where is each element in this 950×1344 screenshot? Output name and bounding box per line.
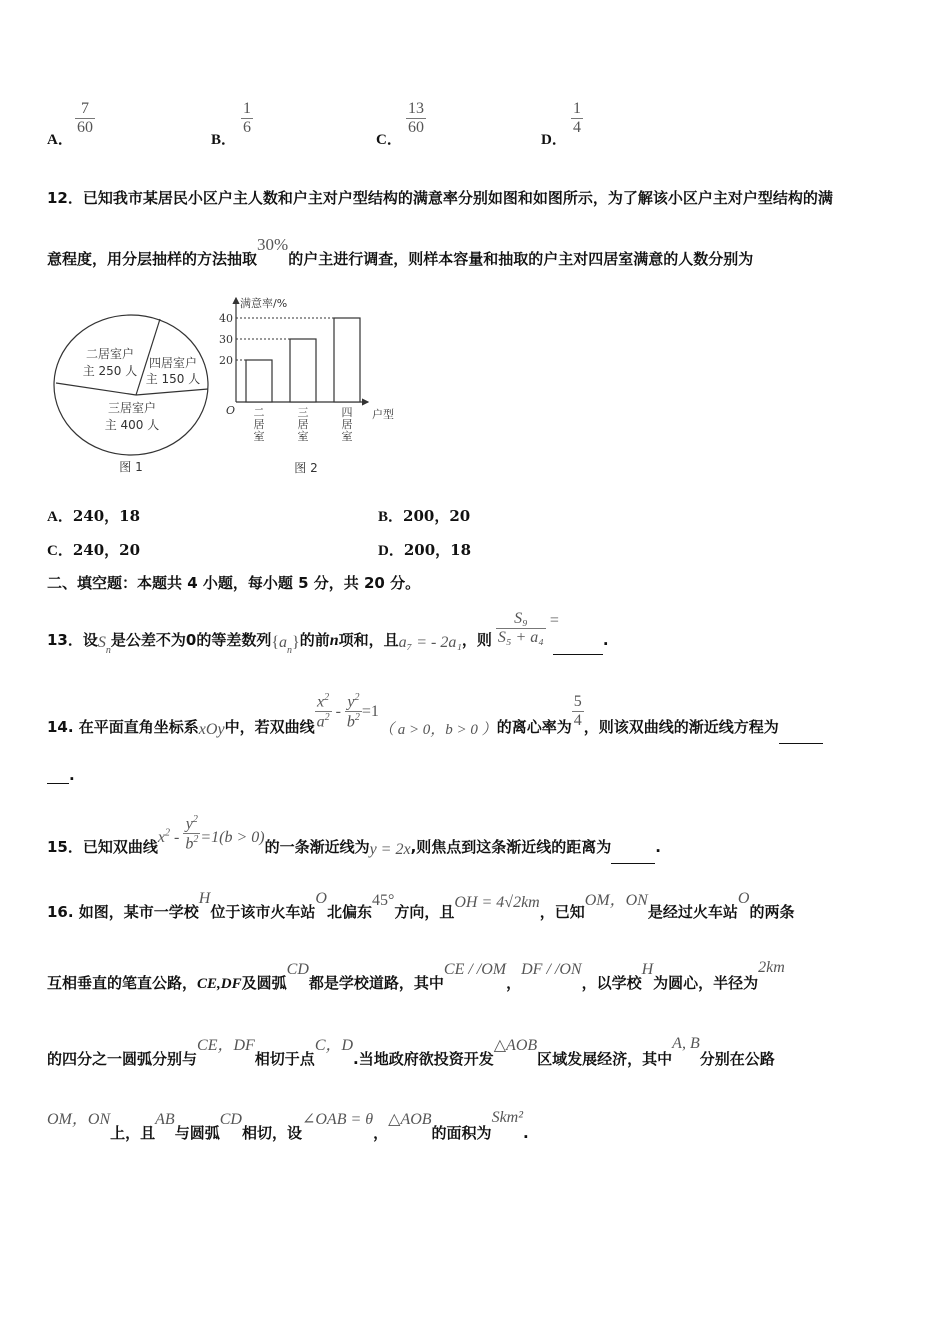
q15-minus: - (169, 829, 184, 847)
q12-line2-text-a: 意程度，用分层抽样的方法抽取 (47, 250, 258, 268)
x-tick-label-char: 室 (297, 430, 309, 443)
q16-l1-c: 北偏东 (326, 903, 372, 921)
q16-l3-c: .当地政府欲投资开发 (353, 1050, 494, 1068)
q13-zero: 0 (185, 631, 197, 649)
q16-l4-omon: OM，ON (47, 1111, 111, 1128)
pie-label-3room-l1: 三居室户 (107, 401, 157, 415)
q16-O: O (315, 890, 327, 907)
y-axis-label: 满意率/% (240, 297, 288, 310)
q13-n: n (105, 645, 111, 656)
bar-chart (218, 292, 408, 477)
q16-radius: 2km (758, 959, 785, 976)
q14-answer-blank[interactable] (779, 727, 823, 744)
pie-divider (136, 389, 208, 395)
q16-skm: Skm² (491, 1109, 524, 1126)
q16-l3-a: 的四分之一圆弧分别与 (47, 1050, 198, 1068)
q16-l1-d: 方向，且 (394, 903, 455, 921)
q14-t1: 中，若双曲线 (224, 718, 315, 737)
q14-rhs: =1 (361, 703, 379, 721)
x-tick-label-char: 居 (253, 418, 265, 431)
x-tick-label-char: 居 (341, 418, 353, 431)
q16-l2-c: 都是学校道路，其中 (308, 974, 444, 992)
q13-fraction: $\frac{\text{S₉}}{\text{S₅ + a₄}}$ (497, 610, 544, 646)
bar-三居室 (290, 339, 316, 402)
option-fraction: $\frac{7}{60}$ (77, 100, 93, 136)
option-label: A． (47, 132, 73, 148)
q16-oh: OH = 4√2km (454, 894, 540, 911)
q14 (47, 678, 823, 739)
q16-line4 (47, 1106, 529, 1146)
q16-H2: H (641, 961, 654, 978)
option-text: 200，18 (403, 541, 472, 559)
y-tick-label: 30 (219, 333, 233, 346)
q14-end: . (69, 766, 75, 784)
pie-label-4room-l2: 主 150 人 (145, 372, 201, 386)
option-label: D． (378, 543, 404, 559)
q13-brace-open: { (271, 634, 280, 651)
q13-t2: 的等差数列 (196, 631, 272, 649)
q14-condition: （ a > 0，b > 0 ） (378, 722, 497, 739)
q16-line2 (47, 958, 785, 998)
option-fraction: $\frac{1}{6}$ (243, 100, 251, 136)
q16-l4-b: 与圆弧 (174, 1124, 220, 1142)
q16-O2: O (737, 890, 750, 907)
q13-a: a (279, 634, 288, 651)
q16-l4-aob: △AOB (388, 1111, 432, 1128)
q15-answer-blank[interactable] (611, 847, 655, 864)
q16-l1-e: ，已知 (539, 903, 585, 921)
q12-option-a[interactable] (47, 505, 140, 526)
q15-asymptote: y = 2x (369, 841, 411, 859)
q13-t5: ，则 (461, 631, 492, 649)
q13-condition: a₇ = - 2a₁ (398, 634, 462, 651)
x-tick-label-char: 三 (297, 406, 309, 419)
option-fraction: $\frac{13}{60}$ (408, 100, 424, 136)
q16-cd: CD (286, 961, 309, 978)
q14-xoy: xOy (198, 721, 225, 739)
q16-c-d: C，D (314, 1037, 354, 1054)
q14-line2 (47, 766, 75, 784)
q16-deg: 45° (371, 892, 395, 909)
bar-chart-caption: 图 2 (294, 461, 318, 475)
q16-l1-g: 的两条 (749, 903, 795, 921)
q14-eccentricity: $\frac{5}{4}$ (573, 693, 582, 730)
q16-l4-cd: CD (219, 1111, 242, 1128)
q16-ab-points: A, B (672, 1035, 700, 1052)
q16-line3 (47, 1032, 775, 1072)
q15-x2: $x^2$ (157, 828, 170, 847)
q13-n-var: n (329, 632, 339, 649)
q15-t1: 的一条渐近线为 (264, 838, 370, 857)
bar-二居室 (246, 360, 272, 402)
q16-l3-d: 区域发展经济，其中 (537, 1050, 673, 1068)
y-tick-label: 20 (219, 354, 233, 367)
x-tick-label-char: 室 (253, 430, 265, 443)
pie-label-4room-l1: 四居室户 (148, 356, 198, 370)
pie-label-2room-l1: 二居室户 (85, 347, 135, 361)
q16-angle: ∠OAB = θ (301, 1111, 374, 1128)
x-tick-label-char: 二 (253, 406, 265, 419)
q13-answer-blank[interactable] (553, 638, 603, 655)
q15-eq-tail: =1(b > 0) (200, 829, 265, 847)
q16-l4-e: 的面积为 (431, 1124, 492, 1142)
x-tick-label-char: 居 (297, 418, 309, 431)
q16-l3-b: 相切于点 (254, 1050, 315, 1068)
q16-l1-f: 是经过火车站 (647, 903, 738, 921)
x-tick-label-char: 室 (341, 430, 353, 443)
q16-line1 (47, 885, 794, 925)
q16-l1-a: 16. 如图，某市一学校 (47, 903, 199, 921)
q13-brace-close: } (292, 634, 300, 651)
q12-option-b[interactable] (378, 505, 470, 526)
q13-t3: 的前 (299, 631, 330, 649)
q16-l4-end: . (523, 1124, 529, 1142)
q14-y-fraction: $\frac{y^2}{b^2}$ (346, 692, 360, 731)
q13-t4: 项和，且 (338, 631, 399, 649)
q14-minus: - (331, 703, 345, 721)
q16-l4-d: ， (373, 1124, 389, 1142)
x-tick-label-char: 四 (341, 406, 353, 419)
option-text: 240，18 (72, 507, 141, 525)
q12-option-d[interactable] (378, 539, 471, 560)
q14-t3: ，则该双曲线的渐近线方程为 (583, 718, 779, 737)
option-fraction: $\frac{1}{4}$ (573, 100, 581, 136)
q16-l2-b: 及圆弧 (241, 974, 287, 992)
option-label: D． (541, 132, 567, 148)
option-label: A． (47, 509, 73, 525)
pie-caption: 图 1 (119, 460, 143, 474)
q16-dfon: DF / /ON (521, 961, 582, 978)
q12-line2-text-b: 的户主进行调查，则样本容量和抽取的户主对四居室满意的人数分别为 (288, 250, 754, 268)
q12-option-c[interactable] (47, 539, 140, 560)
bar-四居室 (334, 318, 360, 402)
q14-x-fraction: $\frac{x^2}{a^2}$ (316, 692, 330, 731)
q15-t2: ,则焦点到这条渐近线的距离为 (410, 838, 612, 857)
q12-percent: 30% (257, 235, 289, 254)
q16-ce-df: CE，DF (197, 1037, 255, 1054)
pie-label-3room-l2: 主 400 人 (104, 418, 160, 432)
q16-l4-ab: AB (155, 1111, 175, 1128)
q14-answer-blank-cont[interactable] (47, 769, 69, 784)
q16-aob: △AOB (493, 1037, 538, 1054)
q16-ceom: CE / /OM (443, 961, 507, 978)
q14-t2: 的离心率为 (496, 718, 572, 737)
q16-comma: ， (506, 974, 522, 992)
q16-omon: OM，ON (584, 892, 648, 909)
q16-l1-b: 位于该市火车站 (210, 903, 316, 921)
x-axis-label: 户型 (372, 408, 394, 421)
q13-a-n: n (287, 645, 293, 656)
q16-l4-a: 上，且 (110, 1124, 156, 1142)
q14-prefix: 14. 在平面直角坐标系 (47, 718, 199, 737)
q16-l2-e: 为圆心，半径为 (653, 974, 759, 992)
origin-label: O (226, 404, 236, 417)
q15-end: . (655, 838, 661, 857)
option-text: 240，20 (72, 541, 141, 559)
q13-end: . (602, 631, 609, 649)
bar-marks (219, 312, 360, 443)
q13-S: S (97, 634, 106, 651)
pie-divider (56, 383, 136, 395)
q16-l2-d: ，以学校 (581, 974, 642, 992)
option-label: B． (211, 132, 237, 148)
option-label: C． (47, 543, 73, 559)
pie-label-2room-l2: 主 250 人 (82, 364, 138, 378)
q15-prefix: 15．已知双曲线 (47, 838, 158, 857)
q13 (47, 600, 609, 656)
option-text: 200，20 (403, 507, 471, 525)
q13-eq: = (549, 612, 559, 629)
q15 (47, 800, 661, 859)
pie-figure (50, 305, 220, 480)
q16-l4-c: 相切，设 (241, 1124, 302, 1142)
q13-t1: 是公差不为 (110, 631, 186, 649)
y-tick-label: 40 (219, 312, 233, 325)
q16-l2-a: 互相垂直的笔直公路， (47, 974, 198, 992)
option-label: B． (378, 509, 404, 525)
q16-cedf: CE,DF (197, 976, 242, 992)
section-heading: 二、填空题：本题共 4 小题，每小题 5 分，共 20 分。 (47, 574, 421, 592)
q12-line2 (47, 235, 754, 269)
q16-l3-e: 分别在公路 (699, 1050, 775, 1068)
q13-prefix: 13．设 (47, 631, 98, 649)
q12-line1: 12．已知我市某居民小区户主人数和户主对户型结构的满意率分别如图和如图所示，为了解该小区户主对户型结构的满 (47, 189, 833, 207)
q15-y-fraction: $\frac{y^2}{b^2}$ (185, 814, 199, 853)
q16-H: H (198, 890, 211, 907)
option-label: C． (376, 132, 402, 148)
